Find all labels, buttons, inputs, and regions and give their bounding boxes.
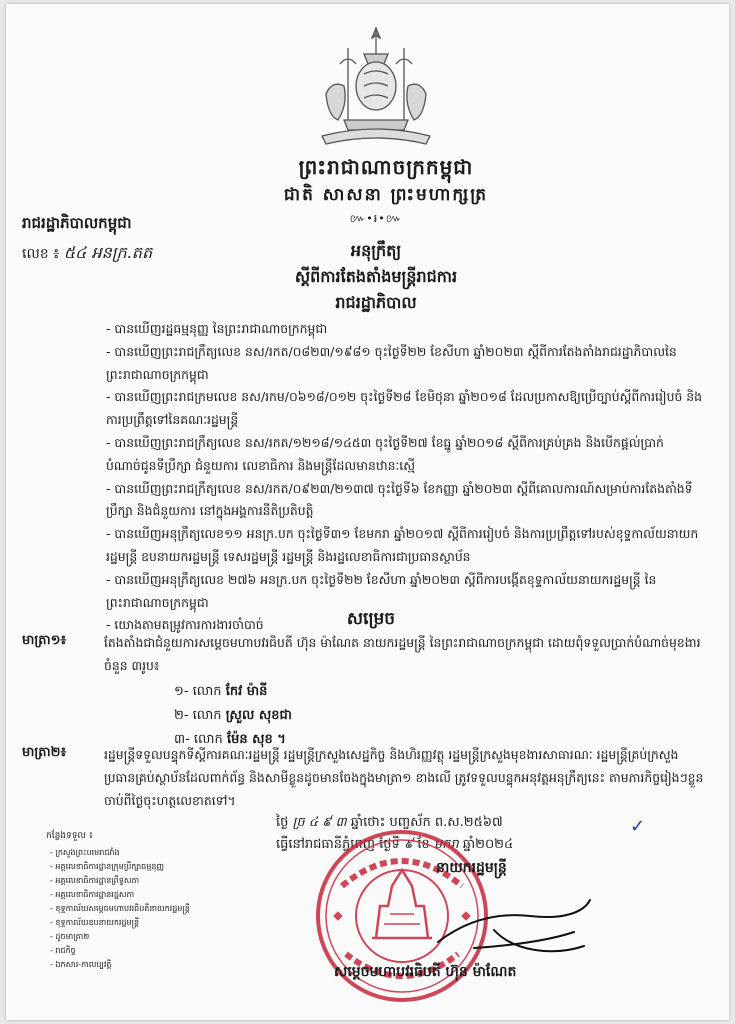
visa-item: - យោងតាមតម្រូវការការងារចាំបាច់ bbox=[106, 617, 264, 633]
recipient-item: - ឯកសារ-កាលប្បវត្តិ bbox=[50, 960, 112, 969]
recipients-title: កន្លែងទទួល ៖ bbox=[46, 831, 93, 841]
motto-ornament: ៚•៛•៚ bbox=[349, 212, 403, 225]
article2-text: រដ្ឋមន្ត្រីទទួលបន្ទុកទីស្តីការគណៈរដ្ឋមន្ត្រី រដ្ឋមន្ត្រីក្រសួងសេដ្ឋកិច្ច និងហិរញ្ញវត្ថុ រដ្ឋមន្ត្រីក្រសួងមុខងារសាធារណៈ រដ្ឋមន្ត្រីគ្រប់ក្រសួង ប្រធានគ្រប់ស្ថាប័នដែលពាក់ព័ន្ធ និងសាមីខ្លួនដូចមានចែងក្នុងមាត្រា១ ខាងលើ ត្រូវទទួលបន្ទុកអនុវត្តអនុក្រឹត្យនេះ តាមភារកិច្ចរៀងៗខ្លួនចាប់ពីថ្ងៃចុះហត្ថលេខាតទៅ។ bbox=[104, 747, 704, 808]
visa-item: - បានឃើញព្រះរាជក្រឹត្យលេខ នស/រកត/១២១៨/១៤៥៣ ចុះថ្ងៃទី២៧ ខែធ្នូ ឆ្នាំ២០១៨ ស្តីពីការគ្រប់គ្រង និងបើកផ្តល់ប្រាក់បំណាច់ជូនទីប្រឹក្សា ជំនួយការ លេខាធិការ និងមន្ត្រីដែលមានឋានៈស្មើ bbox=[106, 434, 664, 473]
solar-date-month: មករា bbox=[433, 837, 459, 852]
signer-name: សម្តេចមហាបវរធិបតី ហ៊ុន ម៉ាណែត bbox=[334, 964, 517, 980]
appointee-prefix: ៣- លោក bbox=[174, 732, 223, 747]
appointee-name: ស្រួល សុខជា bbox=[225, 708, 292, 723]
appointee-list bbox=[174, 680, 292, 752]
recipient-item: - អគ្គលេខាធិការដ្ឋានរដ្ឋសភា bbox=[50, 890, 135, 899]
solar-date-day: ៩ bbox=[403, 837, 414, 852]
visa-item: - បានឃើញរដ្ឋធម្មនុញ្ញ នៃព្រះរាជាណាចក្រកម្ពុជា bbox=[106, 321, 328, 336]
handwritten-signature bbox=[434, 882, 594, 962]
article1-text: តែងតាំងជាជំនួយការសម្តេចមហាបវរធិបតី ហ៊ុន ម៉ាណែត នាយករដ្ឋមន្ត្រី នៃព្រះរាជាណាចក្រកម្ពុជា ដោយពុំទទួលប្រាក់បំណាច់មុខងារ ចំនួន ៣រូប៖ bbox=[104, 635, 701, 673]
article1-label: មាត្រា១៖ bbox=[22, 633, 67, 648]
document-number bbox=[22, 242, 152, 266]
appointee-item bbox=[174, 680, 292, 704]
visa-item: - បានឃើញអនុក្រឹត្យលេខ១១ អនក្រ.បក ចុះថ្ងៃទី៣១ ខែមករា ឆ្នាំ២០១៧ ស្តីពីការរៀបចំ និងការប្រព្រឹត្តទៅរបស់ខុទ្ទកាល័យនាយករដ្ឋមន្ត្រី ឧបនាយករដ្ឋមន្ត្រី ទេសរដ្ឋមន្ត្រី រដ្ឋមន្ត្រី និងរដ្ឋលេខាធិការជាប្រធានស្ថាប័ន bbox=[106, 526, 699, 564]
visa-item: - បានឃើញព្រះរាជក្រឹត្យលេខ នស/រកត/០៨២៣/១៩៨១ ចុះថ្ងៃទី២២ ខែសីហា ឆ្នាំ២០២៣ ស្តីពីការតែងតាំងរាជរដ្ឋាភិបាលនៃព្រះរាជាណាចក្រកម្ពុជា bbox=[106, 343, 677, 382]
visa-item: - បានឃើញព្រះរាជក្រមលេខ នស/រកម/០៦១៨/០១២ ចុះថ្ងៃទី២៨ ខែមិថុនា ឆ្នាំ២០១៨ ដែលប្រកាសឱ្យប្រើច្បាប់ស្តីពីការរៀបចំ និងការប្រព្រឹត្តទៅនៃគណៈរដ្ឋមន្ត្រី bbox=[106, 389, 702, 428]
recipient-item: - ខុទ្ទកាល័យឧបនាយករដ្ឋមន្ត្រី bbox=[50, 918, 140, 927]
appointee-name: ម៉ែន សុខ ។ bbox=[226, 732, 286, 747]
check-mark-icon: ✓ bbox=[630, 816, 646, 837]
visa-item: - បានឃើញព្រះរាជក្រឹត្យលេខ នស/រកត/០៩២៣/២១៣៧ ចុះថ្ងៃទី៦ ខែកញ្ញា ឆ្នាំ២០២៣ ស្តីពីគោលការណ៍សម្រាប់ការតែងតាំងទីប្រឹក្សា និងជំនួយការ នៅក្នុងអង្គការនីតិប្រតិបត្តិ bbox=[106, 480, 693, 519]
recipients-list bbox=[50, 846, 190, 972]
royal-coat-of-arms-emblem bbox=[314, 24, 438, 150]
solar-date-month-label: ខែ bbox=[417, 837, 430, 852]
solar-date-year: ឆ្នាំ២០២៤ bbox=[462, 837, 514, 852]
kingdom-heading: ព្រះរាជាណាចក្រកម្ពុជា bbox=[298, 155, 474, 179]
recipient-item: - ខុទ្ទកាល័យសម្តេចមហាបវរធិបតីនាយករដ្ឋមន្ត្រី bbox=[50, 904, 190, 913]
visa-item: - បានឃើញអនុក្រឹត្យលេខ ២៧៦ អនក្រ.បក ចុះថ្ងៃទី២២ ខែសីហា ឆ្នាំ២០២៣ ស្តីពីការបង្កើតខុទ្ទកាល័យនាយករដ្ឋមន្ត្រី នៃព្រះរាជាណាចក្រកម្ពុជា bbox=[106, 571, 657, 610]
appointee-prefix: ២- លោក bbox=[174, 708, 222, 723]
issuing-authority: រាជរដ្ឋាភិបាលកម្ពុជា bbox=[22, 214, 132, 232]
visa-list bbox=[106, 318, 706, 637]
recipient-item: - រាជកិច្ច bbox=[50, 946, 76, 955]
issuer-title: រាជរដ្ឋាភិបាល bbox=[335, 293, 417, 312]
number-label: លេខ ៖ bbox=[22, 246, 60, 262]
document-type-title: អនុក្រឹត្យ bbox=[350, 241, 402, 260]
lunar-date-prefix: ថ្ងៃ bbox=[276, 815, 289, 830]
lunar-date-handwritten: ច្រ ៤ ៩ ៣ bbox=[292, 815, 347, 830]
document-subject-title: ស្តីពីការតែងតាំងមន្ត្រីរាជការ bbox=[294, 267, 458, 286]
national-motto: ជាតិ សាសនា ព្រះមហាក្សត្រ bbox=[283, 185, 489, 205]
recipient-item: - អគ្គលេខាធិការដ្ឋានព្រឹទ្ធសភា bbox=[50, 876, 140, 885]
document-page bbox=[6, 4, 729, 1020]
appointee-prefix: ១- លោក bbox=[174, 684, 222, 699]
appointee-name: កែវ ម៉ានី bbox=[225, 684, 268, 699]
solar-date-prefix: ធ្វើនៅរាជធានីភ្នំពេញ ថ្ងៃទី bbox=[276, 837, 400, 852]
number-value: ៥៤ អនក្រ.តត bbox=[63, 243, 153, 262]
recipient-item: - ក្រសួងព្រះបរមរាជវាំង bbox=[50, 848, 120, 857]
article2-label: មាត្រា២៖ bbox=[22, 745, 67, 760]
recipient-item: - ដូចមាត្រា២ bbox=[50, 932, 90, 941]
appointee-item bbox=[174, 704, 292, 728]
signature-title: នាយករដ្ឋមន្ត្រី bbox=[436, 860, 507, 876]
decision-heading: សម្រេច bbox=[346, 609, 396, 629]
lunar-date-suffix: ឆ្នាំថោះ បញ្ចស័ក ព.ស.២៥៦៧ bbox=[350, 815, 503, 830]
recipient-item: - អគ្គលេខាធិការដ្ឋានក្រុមប្រឹក្សាធម្មនុញ្ញ bbox=[50, 862, 165, 871]
